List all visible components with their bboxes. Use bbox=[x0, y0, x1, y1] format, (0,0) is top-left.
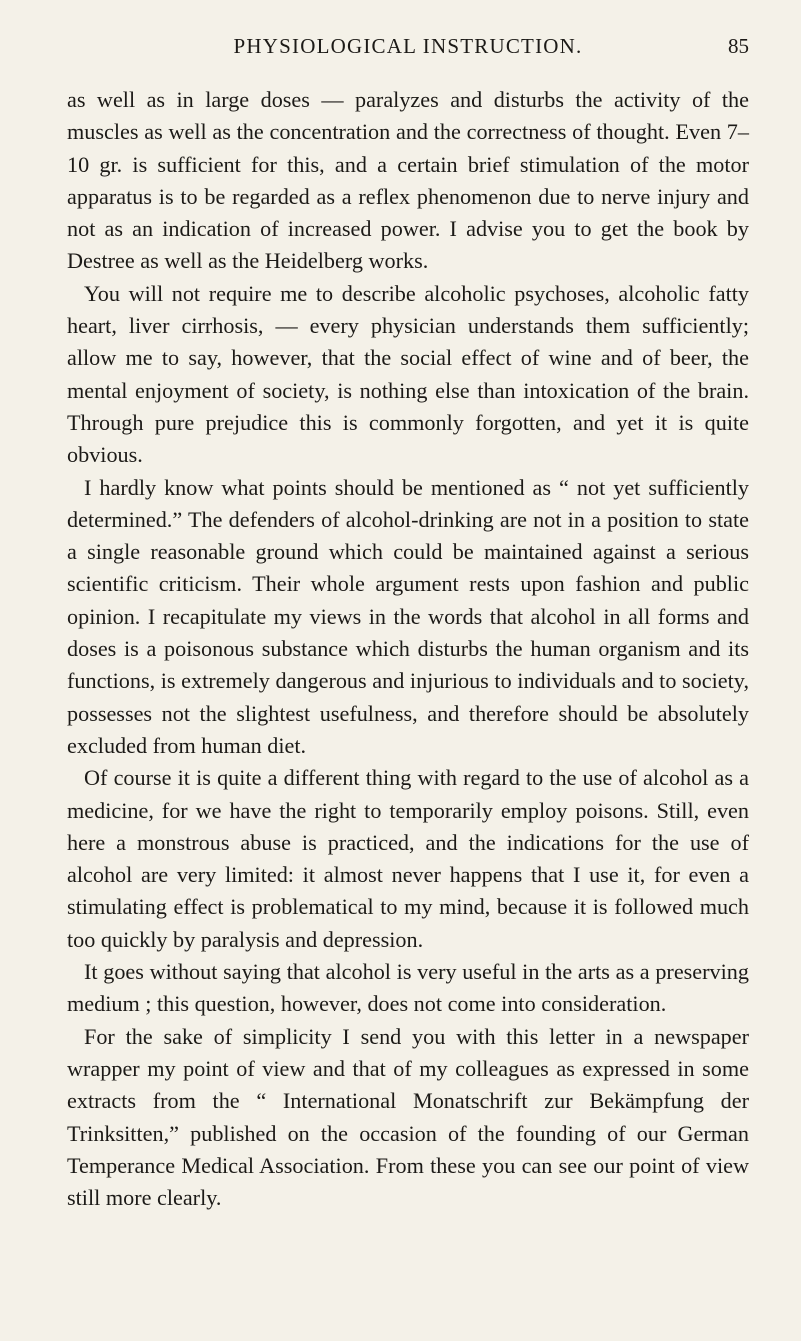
running-title: PHYSIOLOGICAL INSTRUCTION. bbox=[233, 34, 583, 58]
paragraph-3: I hardly know what points should be mentioned as “ not yet sufficiently determined.” The defenders of alcohol-drinking are not in a position to state a single reasonable ground which could be maintained against a serious scientific criticism. Their whole argument rests upon fashion and public opinion. I recapitulate my views in the words that alcohol in all forms and doses is a poisonous substance which disturbs the human organism and its functions, is extremely dangerous and injurious to individuals and to society, possesses not the slightest usefulness, and therefore should be absolutely excluded from human diet. bbox=[67, 474, 749, 758]
paragraph-4: Of course it is quite a different thing with regard to the use of alcohol as a medicine, for we have the right to temporarily employ poisons. Still, even here a monstrous abuse is practiced, and the indications for the use of alcohol are very limited: it almost never happens that I use it, for even a stimulating effect is problematical to my mind, because it is followed much too quickly by paralysis and depression. bbox=[67, 765, 749, 952]
page-number: 85 bbox=[728, 34, 749, 58]
running-head bbox=[67, 34, 749, 64]
paragraph-5: It goes without saying that alcohol is very useful in the arts as a preserving medium ; this question, however, does not come into consideration. bbox=[67, 959, 749, 1017]
paragraph-2: You will not require me to describe alcoholic psychoses, alcoholic fatty heart, liver cirrhosis, — every physician understands them sufficiently; allow me to say, however, that the social effect of wine and of beer, the mental enjoyment of society, is nothing else than intoxication of the brain. Through pure prejudice this is commonly forgotten, and yet it is quite obvious. bbox=[67, 280, 749, 468]
paragraph-1: as well as in large doses — paralyzes and disturbs the activity of the muscles as well as the concentration and the correctness of thought. Even 7–10 gr. is sufficient for this, and a certain brief stimulation of the motor apparatus is to be regarded as a reflex phenomenon due to nerve injury and not as an indication of increased power. I advise you to get the book by Destree as well as the Heidelberg works. bbox=[67, 87, 749, 274]
paragraph-6: For the sake of simplicity I send you with this letter in a newspaper wrapper my point of view and that of my colleagues as expressed in some extracts from the “ International Monatschrift zur Bekämpfung der Trinksitten,” published on the occasion of the founding of our German Temperance Medical Association. From these you can see our point of view still more clearly. bbox=[67, 1023, 749, 1211]
body-text bbox=[67, 84, 749, 1214]
